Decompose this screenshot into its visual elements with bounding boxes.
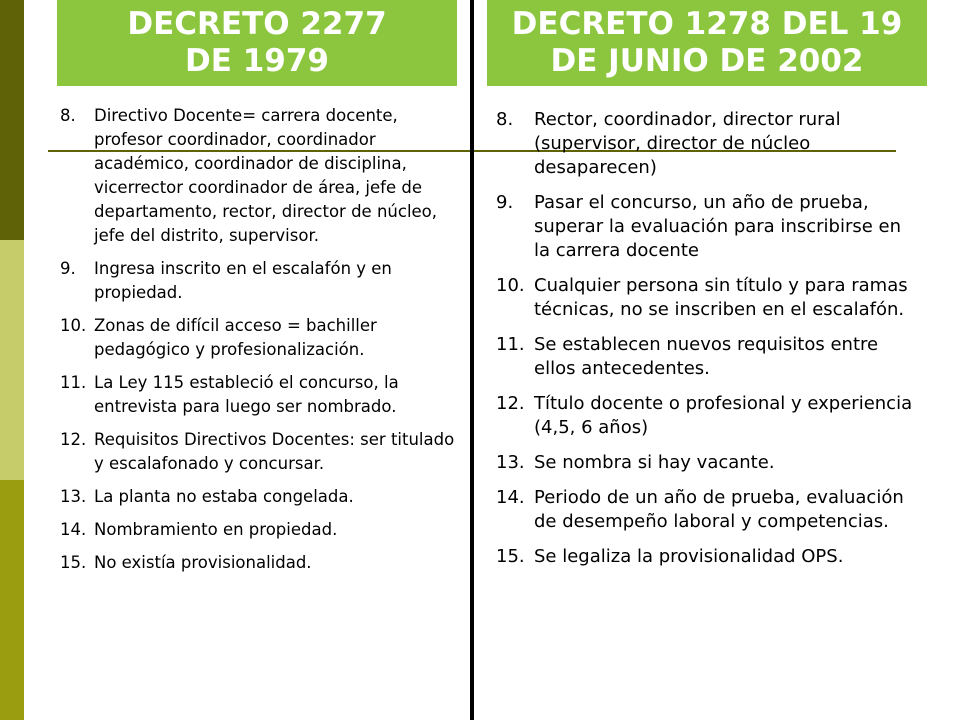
sidebar-block-olive [0, 480, 24, 720]
list-item [496, 451, 916, 475]
list-item-text: No existía provisionalidad. [94, 553, 312, 572]
list-item [60, 518, 456, 542]
list-item-number: 9. [496, 192, 514, 213]
list-item-text: La planta no estaba congelada. [94, 487, 354, 506]
list-item [496, 191, 916, 263]
list-item-number: 8. [60, 106, 76, 125]
vertical-divider [470, 0, 474, 720]
list-item [496, 486, 916, 534]
list-item [60, 371, 456, 419]
decorative-sidebar [0, 0, 24, 720]
list-item-number: 8. [496, 109, 514, 130]
list-item [60, 428, 456, 476]
list-item [60, 104, 456, 248]
list-item-text: Rector, coordinador, director rural (supervisor, director de núcleo desaparecen) [534, 109, 841, 178]
list-item-number: 15. [60, 553, 87, 572]
list-item-text: Se establecen nuevos requisitos entre ellos antecedentes. [534, 334, 879, 379]
list-item-text: Título docente o profesional y experiencia (4,5, 6 años) [534, 393, 913, 438]
list-item-number: 13. [60, 487, 87, 506]
list-item [496, 392, 916, 440]
list-item [60, 551, 456, 575]
list-item-text: Pasar el concurso, un año de prueba, superar la evaluación para inscribirse en la carrera docente [534, 192, 902, 261]
list-item [496, 545, 916, 569]
list-item-number: 10. [496, 275, 525, 296]
list-item-text: La Ley 115 estableció el concurso, la entrevista para luego ser nombrado. [94, 373, 399, 416]
right-title-line1: DECRETO 1278 DEL 19 [511, 6, 903, 42]
list-item-text: Nombramiento en propiedad. [94, 520, 338, 539]
list-item-number: 11. [496, 334, 525, 355]
list-item-text: Periodo de un año de prueba, evaluación de desempeño laboral y competencias. [534, 487, 904, 532]
right-title-line2: DE JUNIO DE 2002 [550, 43, 864, 79]
sidebar-block-light [0, 240, 24, 480]
list-item-number: 14. [60, 520, 87, 539]
list-item [496, 274, 916, 322]
left-title-line2: DE 1979 [185, 43, 329, 79]
right-title-box [487, 0, 927, 86]
left-list [60, 104, 456, 584]
list-item-text: Directivo Docente= carrera docente, profesor coordinador, coordinador académico, coordinador de disciplina, vicerrector coordinador de área, jefe de departamento, rector, director de núcleo, jefe del distrito, supervisor. [94, 106, 438, 245]
list-item-text: Ingresa inscrito en el escalafón y en propiedad. [94, 259, 392, 302]
list-item-number: 14. [496, 487, 525, 508]
left-title-line1: DECRETO 2277 [127, 6, 387, 42]
list-item-text: Zonas de difícil acceso = bachiller pedagógico y profesionalización. [94, 316, 377, 359]
list-item-text: Cualquier persona sin título y para ramas técnicas, no se inscriben en el escalafón. [534, 275, 908, 320]
sidebar-block-dark [0, 0, 24, 240]
list-item-number: 9. [60, 259, 76, 278]
list-item-number: 10. [60, 316, 87, 335]
list-item [60, 257, 456, 305]
list-item-number: 13. [496, 452, 525, 473]
list-item-number: 11. [60, 373, 87, 392]
list-item-text: Se nombra si hay vacante. [534, 452, 775, 473]
list-item-text: Se legaliza la provisionalidad OPS. [534, 546, 844, 567]
list-item-number: 12. [60, 430, 87, 449]
left-title-box [57, 0, 457, 86]
right-list [496, 108, 916, 580]
list-item [60, 314, 456, 362]
list-item [496, 333, 916, 381]
list-item-text: Requisitos Directivos Docentes: ser titulado y escalafonado y concursar. [94, 430, 455, 473]
list-item [496, 108, 916, 180]
list-item-number: 15. [496, 546, 525, 567]
list-item-number: 12. [496, 393, 525, 414]
list-item [60, 485, 456, 509]
